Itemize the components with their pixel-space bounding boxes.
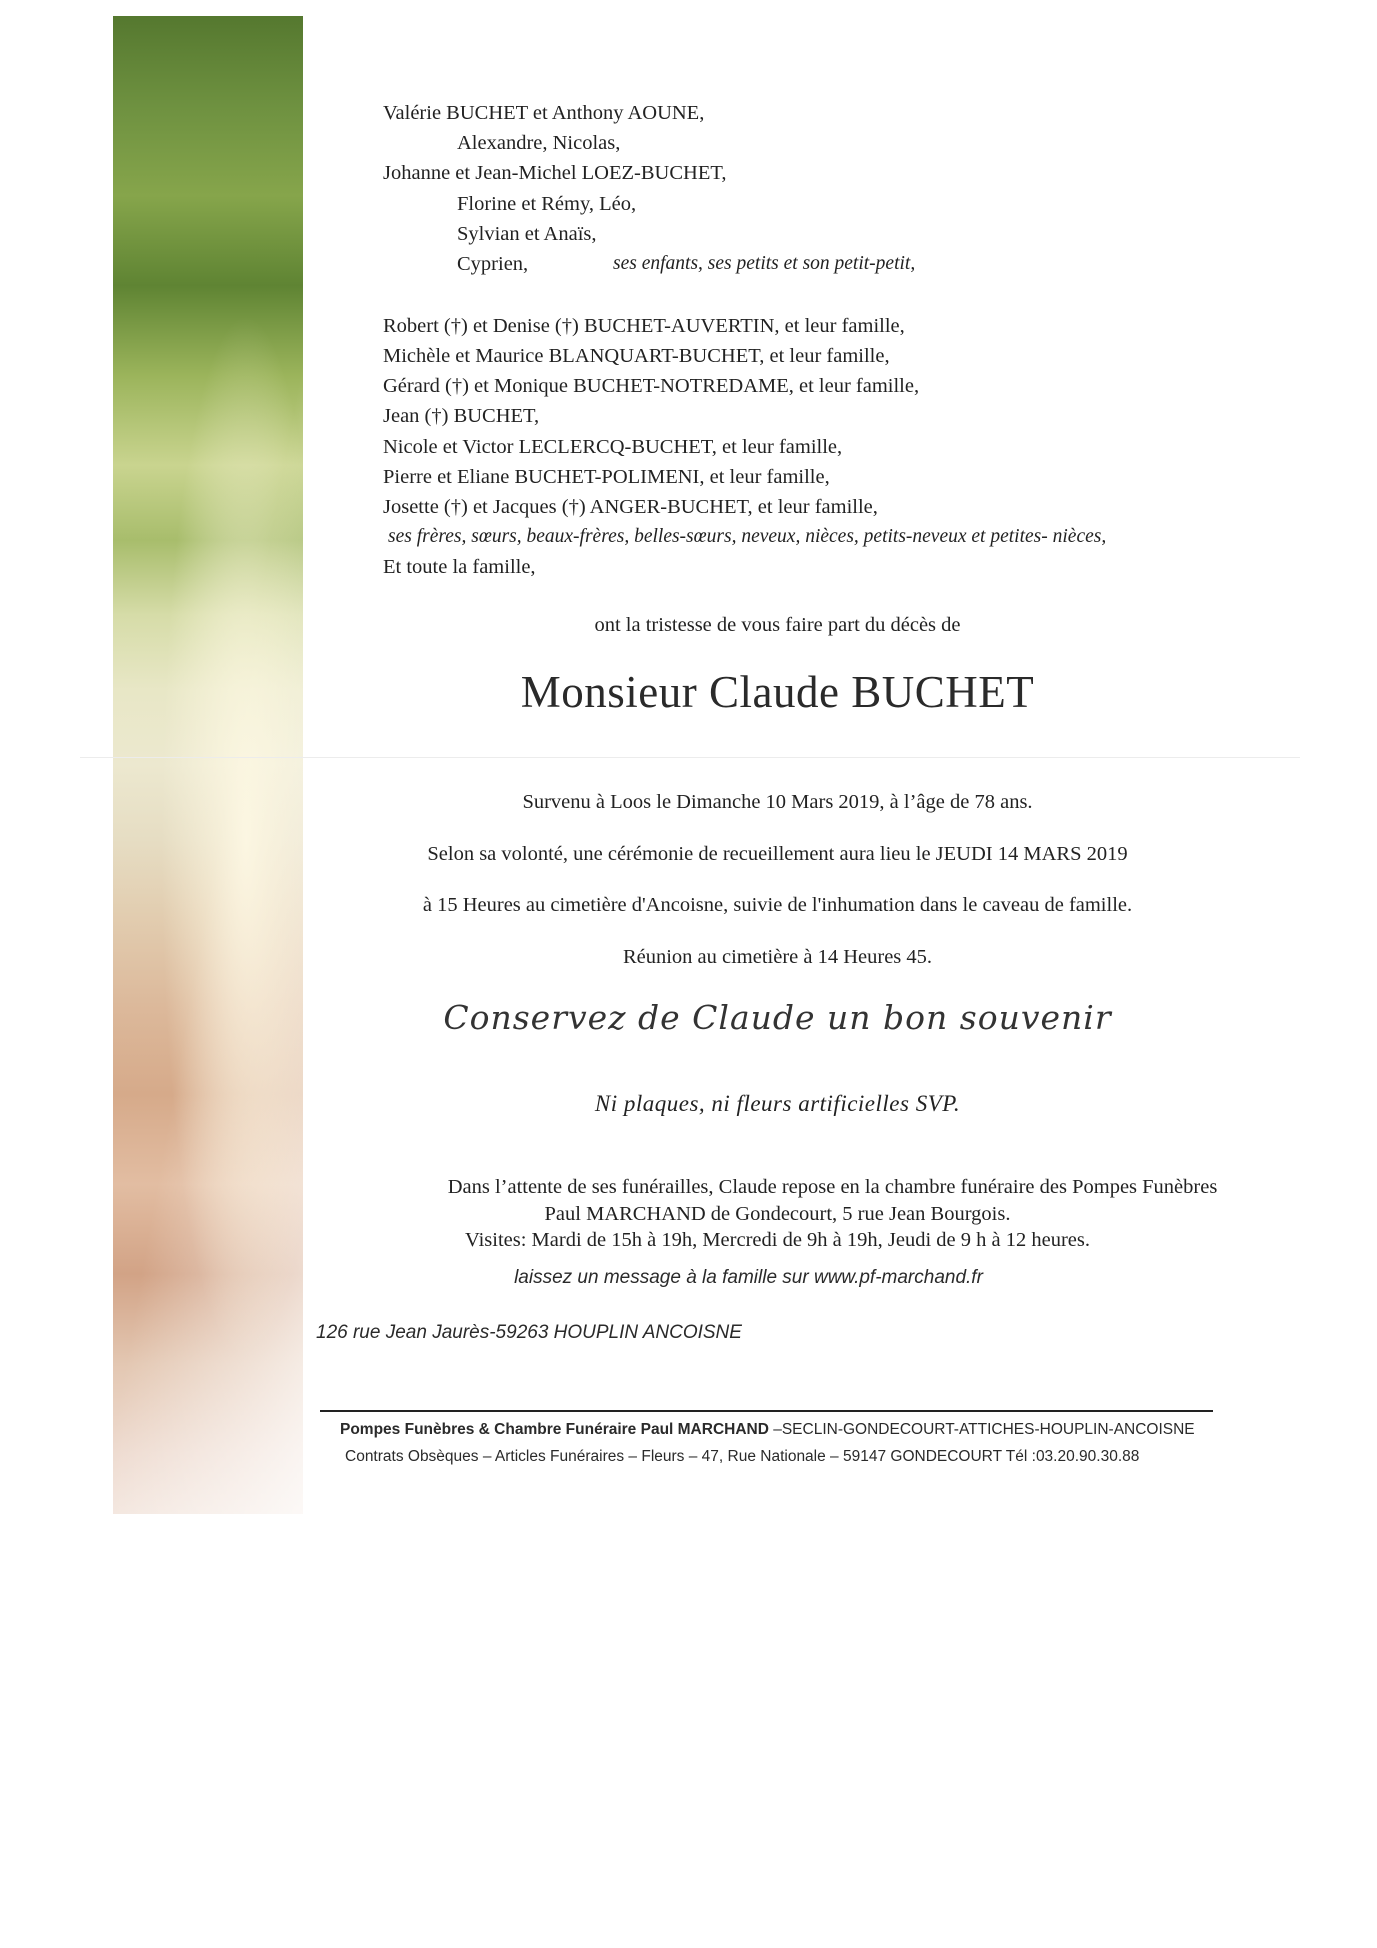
- family-line: Valérie BUCHET et Anthony AOUNE,: [383, 102, 705, 124]
- siblings-role: ses frères, sœurs, beaux-frères, belles-sœurs, neveux, nièces, petits-neveux et petites- nièces,: [388, 526, 1107, 547]
- family-line: Jean (†) BUCHET,: [383, 405, 540, 427]
- motto: Conservez de Claude un bon souvenir: [443, 998, 1112, 1037]
- footer-services: Contrats Obsèques – Articles Funéraires – Fleurs – 47, Rue Nationale – 59147 GONDECOURT Tél :03.20.90.30.88: [345, 1448, 1140, 1465]
- flowers-note: Ni plaques, ni fleurs artificielles SVP.: [594, 1091, 961, 1116]
- all-family: Et toute la famille,: [383, 556, 536, 578]
- death-details: Survenu à Loos le Dimanche 10 Mars 2019, à l’âge de 78 ans.: [522, 791, 1033, 813]
- ceremony-line-1: Selon sa volonté, une cérémonie de recueillement aura lieu le JEUDI 14 MARS 2019: [427, 843, 1128, 865]
- funeral-home-line-2: Paul MARCHAND de Gondecourt, 5 rue Jean Bourgois.: [544, 1203, 1011, 1225]
- family-line: Gérard (†) et Monique BUCHET-NOTREDAME, et leur famille,: [383, 375, 920, 397]
- meeting-time: Réunion au cimetière à 14 Heures 45.: [622, 946, 933, 968]
- footer-company-name: Pompes Funèbres & Chambre Funéraire Paul MARCHAND: [340, 1421, 769, 1438]
- footer-company-locations: –SECLIN-GONDECOURT-ATTICHES-HOUPLIN-ANCOISNE: [768, 1421, 1195, 1438]
- children-role: ses enfants, ses petits et son petit-petit,: [613, 253, 916, 274]
- ceremony-line-2: à 15 Heures au cimetière d'Ancoisne, suivie de l'inhumation dans le caveau de famille.: [422, 894, 1133, 916]
- family-line: Cyprien,: [457, 253, 529, 275]
- family-line: Pierre et Eliane BUCHET-POLIMENI, et leur famille,: [383, 466, 830, 488]
- family-line: Nicole et Victor LECLERCQ-BUCHET, et leur famille,: [383, 436, 843, 458]
- family-line: Johanne et Jean-Michel LOEZ-BUCHET,: [383, 162, 727, 184]
- family-line: Alexandre, Nicolas,: [457, 132, 621, 154]
- visiting-hours: Visites: Mardi de 15h à 19h, Mercredi de 9h à 19h, Jeudi de 9 h à 12 heures.: [465, 1229, 1090, 1251]
- fold-line: [80, 757, 1300, 758]
- footer-divider: [320, 1410, 1213, 1412]
- announcement-intro: ont la tristesse de vous faire part du décès de: [594, 614, 961, 636]
- funeral-home-line-1: Dans l’attente de ses funérailles, Claude repose en la chambre funéraire des Pompes Funèbres: [447, 1176, 1218, 1198]
- footer-company: [340, 1421, 1195, 1439]
- message-link[interactable]: laissez un message à la famille sur www.pf-marchand.fr: [514, 1267, 983, 1288]
- forest-path-image: [113, 16, 303, 1514]
- family-line: Michèle et Maurice BLANQUART-BUCHET, et leur famille,: [383, 345, 890, 367]
- family-line: Robert (†) et Denise (†) BUCHET-AUVERTIN, et leur famille,: [383, 315, 905, 337]
- home-address: 126 rue Jean Jaurès-59263 HOUPLIN ANCOISNE: [316, 1322, 742, 1343]
- family-line: Florine et Rémy, Léo,: [457, 193, 637, 215]
- deceased-name: Monsieur Claude BUCHET: [520, 667, 1035, 717]
- family-line: Sylvian et Anaïs,: [457, 223, 597, 245]
- family-line: Josette (†) et Jacques (†) ANGER-BUCHET, et leur famille,: [383, 496, 878, 518]
